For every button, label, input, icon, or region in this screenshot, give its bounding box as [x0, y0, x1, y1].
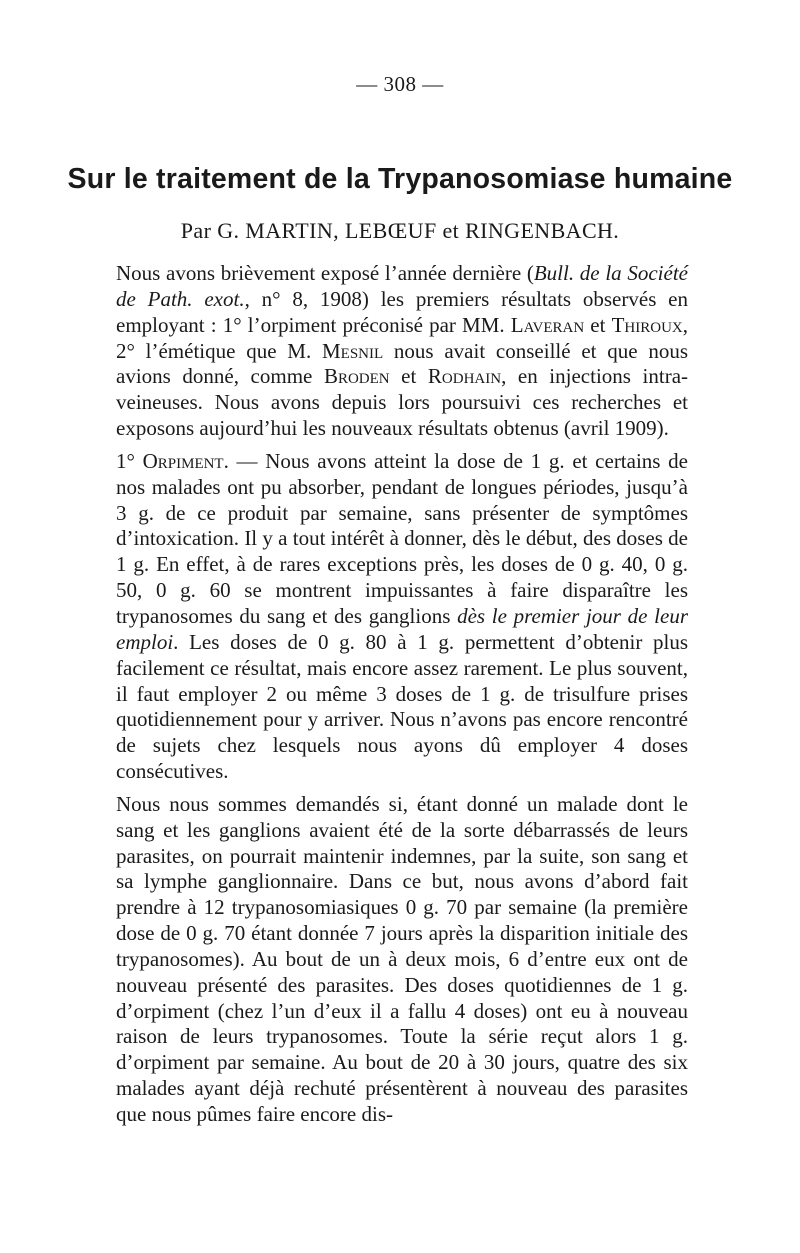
paragraph-orpiment: 1° Orpiment. — Nous avons atteint la dose de 1 g. et certains de nos malades ont pu absorber, pendant de longues périodes, jusqu’à 3 g. de ce produit par semaine, sans présenter de symptômes d’intoxication. Il y a tout intérêt à donner, dès le début, des doses de 1 g. En effet, à de rares exceptions près, les doses de 0 g. 40, 0 g. 50, 0 g. 60 se montrent impuissantes à faire disparaître les trypanosomes du sang et des ganglions dès le premier jour de leur emploi. Les doses de 0 g. 80 à 1 g. permettent d’obtenir plus facilement ce résultat, mais encore assez rarement. Le plus souvent, il faut employer 2 ou même 3 doses de 1 g. de trisulfure prises quotidiennement pour y arriver. Nous n’avons pas encore rencontré de sujets chez lesquels nous ayons dû employer 4 doses consécutives. [116, 448, 688, 784]
author-name: Thiroux [611, 312, 683, 337]
article-authors: Par G. MARTIN, LEBŒUF et RINGENBACH. [180, 218, 620, 243]
page-number: — 308 — [356, 72, 444, 96]
article-title: Sur le traitement de la Trypanosomiase humaine [67, 163, 733, 195]
author-name: Broden [323, 364, 390, 389]
author-name: Rodhain [427, 364, 502, 389]
paragraph-followup: Nous nous sommes demandés si, étant donné un malade dont le sang et les ganglions avaient été de la sorte débarrassés de leurs parasites, on pourrait maintenir indemnes, par la suite, son sang et sa lymphe ganglionnaire. Dans ce but, nous avons d’abord fait prendre à 12 trypanosomiasiques 0 g. 70 par semaine (la première dose de 0 g. 70 étant donnée 7 jours après la disparition initiale des trypanosomes). Au bout de un à deux mois, 6 d’entre eux ont de nouveau présenté des parasites. Des doses quotidiennes de 1 g. d’orpiment (chez l’un d’eux il a fallu 4 doses) ont eu à nouveau raison de leurs trypanosomes. Toute la série reçut alors 1 g. d’orpiment par semaine. Au bout de 20 à 30 jours, quatre des six malades ayant déjà rechuté présentèrent à nouveau des parasites que nous pûmes faire encore dis- [116, 791, 688, 1126]
article-body [116, 261, 688, 1135]
author-name: Laveran [510, 312, 585, 337]
paragraph-intro: Nous avons brièvement exposé l’année dernière (Bull. de la Société de Path. exot., n° 8, 1908) les premiers résultats observés en employant : 1° l’orpiment préconisé par MM. Laveran et Thiroux, 2° l’émétique que M. Mesnil nous avait conseillé et que nous avions donné, comme Broden et Rodhain, en injections intra-veineuses. Nous avons depuis lors poursuivi ces recherches et exposons aujourd’hui les nouveaux résultats obtenus (avril 1909). [116, 261, 689, 441]
emphasis-text: dès le premier jour de leur emploi [116, 603, 688, 654]
journal-reference: Bull. de la Société de Path. exot. [116, 261, 688, 311]
section-heading: Orpiment [142, 448, 224, 473]
author-name: Mesnil [321, 338, 384, 363]
